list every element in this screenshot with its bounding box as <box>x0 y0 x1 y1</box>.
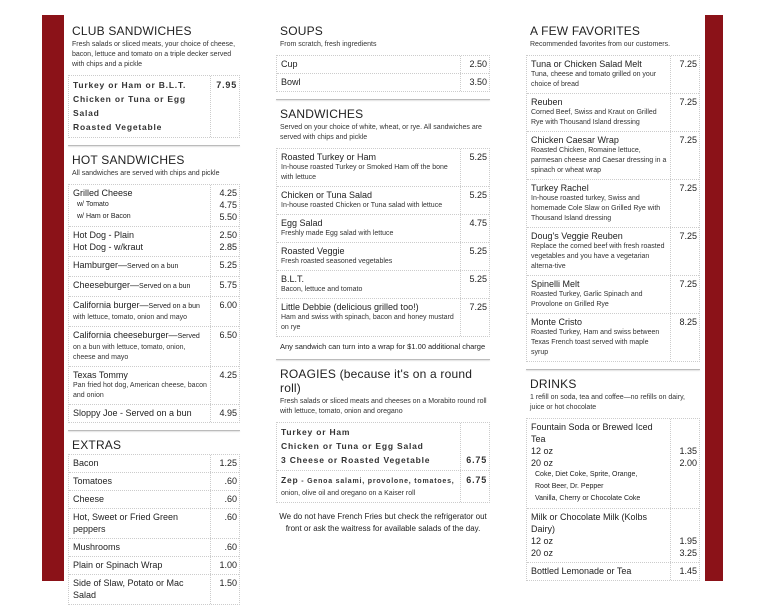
item-name: California burger— <box>73 300 149 310</box>
menu-item <box>527 563 699 580</box>
item-name: Mushrooms <box>73 542 121 552</box>
item-line <box>281 58 487 70</box>
item-line <box>531 230 697 242</box>
item-name: Zep <box>281 475 299 485</box>
item-price: 1.50 <box>219 578 237 588</box>
section-divider <box>526 369 700 370</box>
section-title: ROAGIES (because it's on a round roll) <box>280 367 473 395</box>
item-line <box>531 481 667 493</box>
section-title: CLUB SANDWICHES <box>72 24 192 38</box>
menu-item <box>69 277 239 297</box>
item-name: Bowl <box>281 77 301 87</box>
item-name: Side of Slaw, Potato or Mac Salad <box>73 578 184 600</box>
item-line <box>73 329 237 343</box>
item-description: on a bun with lettuce, tomato, onion, cheese and mayo <box>73 344 186 361</box>
item-price: .60 <box>224 476 237 486</box>
menu-item <box>69 539 239 557</box>
item-price: 5.25 <box>469 246 487 256</box>
item-line <box>531 547 697 559</box>
item-line <box>73 241 237 253</box>
menu-item <box>527 509 699 563</box>
item-description: Tuna, cheese and tomato grilled on your choice of bread <box>531 71 657 88</box>
item-price: 7.25 <box>679 183 697 193</box>
item-name: Roasted Turkey or Ham <box>281 152 377 162</box>
item-price: 3.50 <box>469 77 487 87</box>
menu-table <box>276 148 490 337</box>
item-description: Freshly made Egg salad with lettuce <box>281 230 394 237</box>
menu-item <box>277 149 489 187</box>
section-title: HOT SANDWICHES <box>72 153 185 167</box>
menu-item <box>69 297 239 327</box>
item-price: 1.35 <box>679 446 697 456</box>
menu-column-right <box>526 20 700 581</box>
item-line <box>281 217 487 229</box>
item-price: 7.25 <box>469 302 487 312</box>
menu-item <box>527 228 699 276</box>
item-line <box>531 565 697 577</box>
section-divider <box>68 145 240 146</box>
item-price: 2.50 <box>469 59 487 69</box>
item-line <box>281 301 487 313</box>
menu-item <box>69 557 239 575</box>
item-name: Vanilla, Cherry or Chocolate Coke <box>535 495 641 502</box>
section-footer: We do not have French Fries but check the refrigerator out front or ask the waitress for available salads of the day. <box>279 512 487 533</box>
item-name: Turkey or Ham <box>281 427 351 437</box>
item-description: Pan fried hot dog, American cheese, bacon and onion <box>73 382 207 399</box>
item-name: Little Debbie (delicious grilled too!) <box>281 302 419 312</box>
menu-item <box>277 271 489 299</box>
item-line <box>73 457 237 469</box>
section-intro: Fresh salads or sliced meats and cheeses on a Morabito round roll with lettuce, tomato, onion and oregano <box>280 398 487 415</box>
section-intro: 1 refill on soda, tea and coffee—no refills on dairy, juice or hot chocolate <box>530 394 685 411</box>
item-price: 1.95 <box>679 536 697 546</box>
item-line <box>531 535 697 547</box>
item-price: 5.25 <box>469 274 487 284</box>
item-name: Egg Salad <box>281 218 323 228</box>
item-name: Turkey or Ham or B.L.T. <box>73 80 187 90</box>
section-title: DRINKS <box>530 377 577 391</box>
section-title: A FEW FAVORITES <box>530 24 641 38</box>
item-name: Texas Tommy <box>73 370 128 380</box>
menu-section <box>68 24 240 138</box>
item-name: Chicken or Tuna or Egg Salad <box>281 441 424 451</box>
item-price: 4.25 <box>219 370 237 380</box>
section-divider <box>276 99 490 100</box>
menu-column-left <box>68 20 240 605</box>
item-note: - Genoa salami, provolone, tomatoes, <box>298 478 455 485</box>
item-price: 2.85 <box>219 242 237 252</box>
section-intro: Recommended favorites from our customers. <box>530 41 671 48</box>
item-name: Bacon <box>73 458 99 468</box>
item-line <box>73 577 237 601</box>
item-name: Grilled Cheese <box>73 188 133 198</box>
menu-item <box>69 185 239 227</box>
item-price: 6.00 <box>219 300 237 310</box>
item-description: Roasted Chicken, Romaine lettuce, parmesan cheese and Caesar dressing in a spinach or wheat wrap <box>531 147 667 174</box>
item-line <box>73 199 237 211</box>
menu-item <box>69 327 239 367</box>
item-line <box>531 58 697 70</box>
item-name: California cheeseburger— <box>73 330 178 340</box>
item-description: In-house roasted Chicken or Tuna salad with lettuce <box>281 202 443 209</box>
section-intro: From scratch, fresh ingredients <box>280 41 377 48</box>
item-line <box>73 211 237 223</box>
item-description: Ham and swiss with spinach, bacon and honey mustard on rye <box>281 314 454 331</box>
item-price: .60 <box>224 512 237 522</box>
menu-item <box>527 180 699 228</box>
item-line <box>73 92 207 120</box>
item-name: Chicken or Tuna Salad <box>281 190 373 200</box>
menu-table <box>526 55 700 362</box>
item-name: w/ Ham or Bacon <box>77 213 131 220</box>
item-name: Tomatoes <box>73 476 113 486</box>
item-line <box>531 469 667 481</box>
item-price: 6.50 <box>219 330 237 340</box>
right-decorative-border <box>705 15 723 581</box>
item-line <box>281 425 457 439</box>
item-price: 5.25 <box>219 260 237 270</box>
item-name: Turkey Rachel <box>531 183 589 193</box>
menu-item <box>277 74 489 91</box>
item-note: Served on a bun <box>148 303 200 310</box>
section-title: EXTRAS <box>72 438 122 452</box>
menu-item <box>527 314 699 361</box>
menu-table <box>68 75 240 138</box>
item-line <box>531 96 697 108</box>
item-price: 5.25 <box>469 152 487 162</box>
item-line <box>531 511 667 535</box>
item-price: 4.25 <box>219 188 237 198</box>
item-price: 7.25 <box>679 279 697 289</box>
menu-item <box>277 56 489 74</box>
item-line <box>73 120 207 134</box>
item-line <box>531 421 667 445</box>
menu-section <box>276 367 490 535</box>
item-description: In-house roasted turkey, Swiss and homemade Cole Slaw on Grilled Rye with Thousand Island dressing <box>531 195 661 222</box>
menu-item <box>277 423 489 471</box>
item-description: In-house roasted Turkey or Smoked Ham off the bone with lettuce <box>281 164 448 181</box>
item-description: Roasted Turkey, Garlic Spinach and Provolone on Grilled Rye <box>531 291 643 308</box>
item-description: Replace the corned beef with fresh roasted vegetables and you have a vegetarian alterna-tive <box>531 243 665 270</box>
item-note: Served on a bun <box>127 263 179 270</box>
item-price: 8.25 <box>679 317 697 327</box>
menu-item <box>527 419 699 509</box>
menu-item <box>69 491 239 509</box>
item-line <box>73 279 237 293</box>
item-line <box>73 187 237 199</box>
menu-item <box>527 94 699 132</box>
section-divider <box>276 359 490 360</box>
item-name: Hot, Sweet or Fried Green peppers <box>73 512 179 534</box>
item-name: Monte Cristo <box>531 317 583 327</box>
item-line <box>281 189 487 201</box>
item-line <box>281 273 487 285</box>
menu-section <box>68 153 240 423</box>
item-name: Cup <box>281 59 298 69</box>
item-line <box>531 278 697 290</box>
menu-item <box>277 243 489 271</box>
item-name: B.L.T. <box>281 274 305 284</box>
item-description: Bacon, lettuce and tomato <box>281 286 363 293</box>
item-line <box>531 445 697 457</box>
item-name: Plain or Spinach Wrap <box>73 560 163 570</box>
item-line <box>73 407 237 419</box>
menu-item <box>69 575 239 604</box>
item-line <box>73 541 237 553</box>
item-name: Doug's Veggie Reuben <box>531 231 623 241</box>
menu-section <box>68 438 240 605</box>
item-note: Served on a bun <box>139 283 191 290</box>
item-line <box>531 457 697 469</box>
item-description: Roasted Turkey, Ham and swiss between Texas French toast served with maple syrup <box>531 329 660 356</box>
menu-item <box>277 299 489 336</box>
item-name: 12 oz <box>531 536 554 546</box>
item-description: Corned Beef, Swiss and Kraut on Grilled Rye with Thousand Island dressing <box>531 109 657 126</box>
item-price: 2.50 <box>219 230 237 240</box>
item-name: Tuna or Chicken Salad Melt <box>531 59 642 69</box>
item-line <box>281 473 487 489</box>
item-name: Hamburger— <box>73 260 128 270</box>
item-line <box>73 511 237 535</box>
item-price: 6.75 <box>466 475 487 485</box>
menu-item <box>527 132 699 180</box>
item-name: Fountain Soda or Brewed Iced Tea <box>531 422 653 444</box>
item-name: Spinelli Melt <box>531 279 580 289</box>
item-line <box>73 229 237 241</box>
menu-table <box>276 55 490 92</box>
menu-item <box>69 257 239 277</box>
item-price: 1.25 <box>219 458 237 468</box>
item-name: Roasted Vegetable <box>73 122 163 132</box>
item-line <box>281 151 487 163</box>
item-name: Cheese <box>73 494 105 504</box>
menu-item <box>69 367 239 405</box>
menu-item <box>527 56 699 94</box>
item-note: Served <box>177 333 200 340</box>
menu-column-middle <box>276 20 490 535</box>
menu-section <box>276 107 490 352</box>
section-intro: Served on your choice of white, wheat, or rye. All sandwiches are served with chips and pickle <box>280 124 482 141</box>
item-price: .60 <box>224 494 237 504</box>
item-description: with lettuce, tomato, onion and mayo <box>73 314 188 321</box>
section-intro: Fresh salads or sliced meats, your choice of cheese, bacon, lettuce and tomato on a triple decker served with chips and a pickle <box>72 41 236 68</box>
item-name: Chicken or Tuna or Egg Salad <box>73 94 186 118</box>
item-name: Sloppy Joe - Served on a bun <box>73 408 192 418</box>
menu-item <box>69 473 239 491</box>
item-line <box>73 369 237 381</box>
item-line <box>281 245 487 257</box>
item-name: 3 Cheese or Roasted Vegetable <box>281 455 431 465</box>
item-price: 1.45 <box>679 566 697 576</box>
item-line <box>531 316 697 328</box>
item-price: 5.25 <box>469 190 487 200</box>
menu-table <box>526 418 700 581</box>
menu-item <box>277 215 489 243</box>
item-price: 1.00 <box>219 560 237 570</box>
item-name: Milk or Chocolate Milk (Kolbs Dairy) <box>531 512 648 534</box>
menu-table <box>276 422 490 503</box>
item-description: Fresh roasted seasoned vegetables <box>281 258 393 265</box>
item-price: 3.25 <box>679 548 697 558</box>
section-title: SOUPS <box>280 24 324 38</box>
item-name: Root Beer, Dr. Pepper <box>535 483 604 490</box>
menu-table <box>68 184 240 423</box>
section-title: SANDWICHES <box>280 107 364 121</box>
item-price: 7.25 <box>679 59 697 69</box>
item-name: 20 oz <box>531 458 554 468</box>
item-price: 7.25 <box>679 97 697 107</box>
item-line <box>73 299 237 313</box>
menu-item <box>527 276 699 314</box>
item-line <box>73 559 237 571</box>
menu-item <box>69 76 239 137</box>
menu-item <box>69 405 239 422</box>
item-line <box>281 439 457 453</box>
item-name: 12 oz <box>531 446 554 456</box>
item-line <box>73 493 237 505</box>
item-line <box>531 182 697 194</box>
item-price: 4.75 <box>469 218 487 228</box>
item-price: 2.00 <box>679 458 697 468</box>
menu-item <box>69 227 239 257</box>
item-line <box>281 453 487 467</box>
item-line <box>531 493 667 505</box>
item-price: 7.95 <box>216 80 237 90</box>
item-name: w/ Tomato <box>77 201 109 208</box>
section-intro: All sandwiches are served with chips and pickle <box>72 170 220 177</box>
menu-section <box>526 24 700 362</box>
item-price: 6.75 <box>466 455 487 465</box>
section-note: Any sandwich can turn into a wrap for $1.00 additional charge <box>280 342 486 351</box>
item-line <box>531 134 697 146</box>
item-name: Chicken Caesar Wrap <box>531 135 619 145</box>
item-price: .60 <box>224 542 237 552</box>
menu-item <box>69 509 239 539</box>
item-price: 5.50 <box>219 212 237 222</box>
item-description: onion, olive oil and oregano on a Kaiser roll <box>281 490 416 497</box>
menu-section <box>276 24 490 92</box>
item-name: Bottled Lemonade or Tea <box>531 566 632 576</box>
item-name: Hot Dog - w/kraut <box>73 242 144 252</box>
item-price: 4.95 <box>219 408 237 418</box>
left-decorative-border <box>42 15 64 581</box>
item-price: 7.25 <box>679 135 697 145</box>
menu-table <box>68 454 240 605</box>
item-name: Hot Dog - Plain <box>73 230 135 240</box>
item-name: Reuben <box>531 97 563 107</box>
item-line <box>73 475 237 487</box>
menu-section <box>526 377 700 581</box>
item-price: 5.75 <box>219 280 237 290</box>
menu-item <box>69 455 239 473</box>
item-name: Cheeseburger— <box>73 280 140 290</box>
menu-item <box>277 187 489 215</box>
item-line <box>73 259 237 273</box>
item-line <box>281 76 487 88</box>
item-price: 7.25 <box>679 231 697 241</box>
section-divider <box>68 430 240 431</box>
item-price: 4.75 <box>219 200 237 210</box>
item-name: 20 oz <box>531 548 554 558</box>
item-name: Roasted Veggie <box>281 246 345 256</box>
item-name: Coke, Diet Coke, Sprite, Orange, <box>535 471 638 478</box>
item-line <box>73 78 237 92</box>
menu-item <box>277 471 489 502</box>
